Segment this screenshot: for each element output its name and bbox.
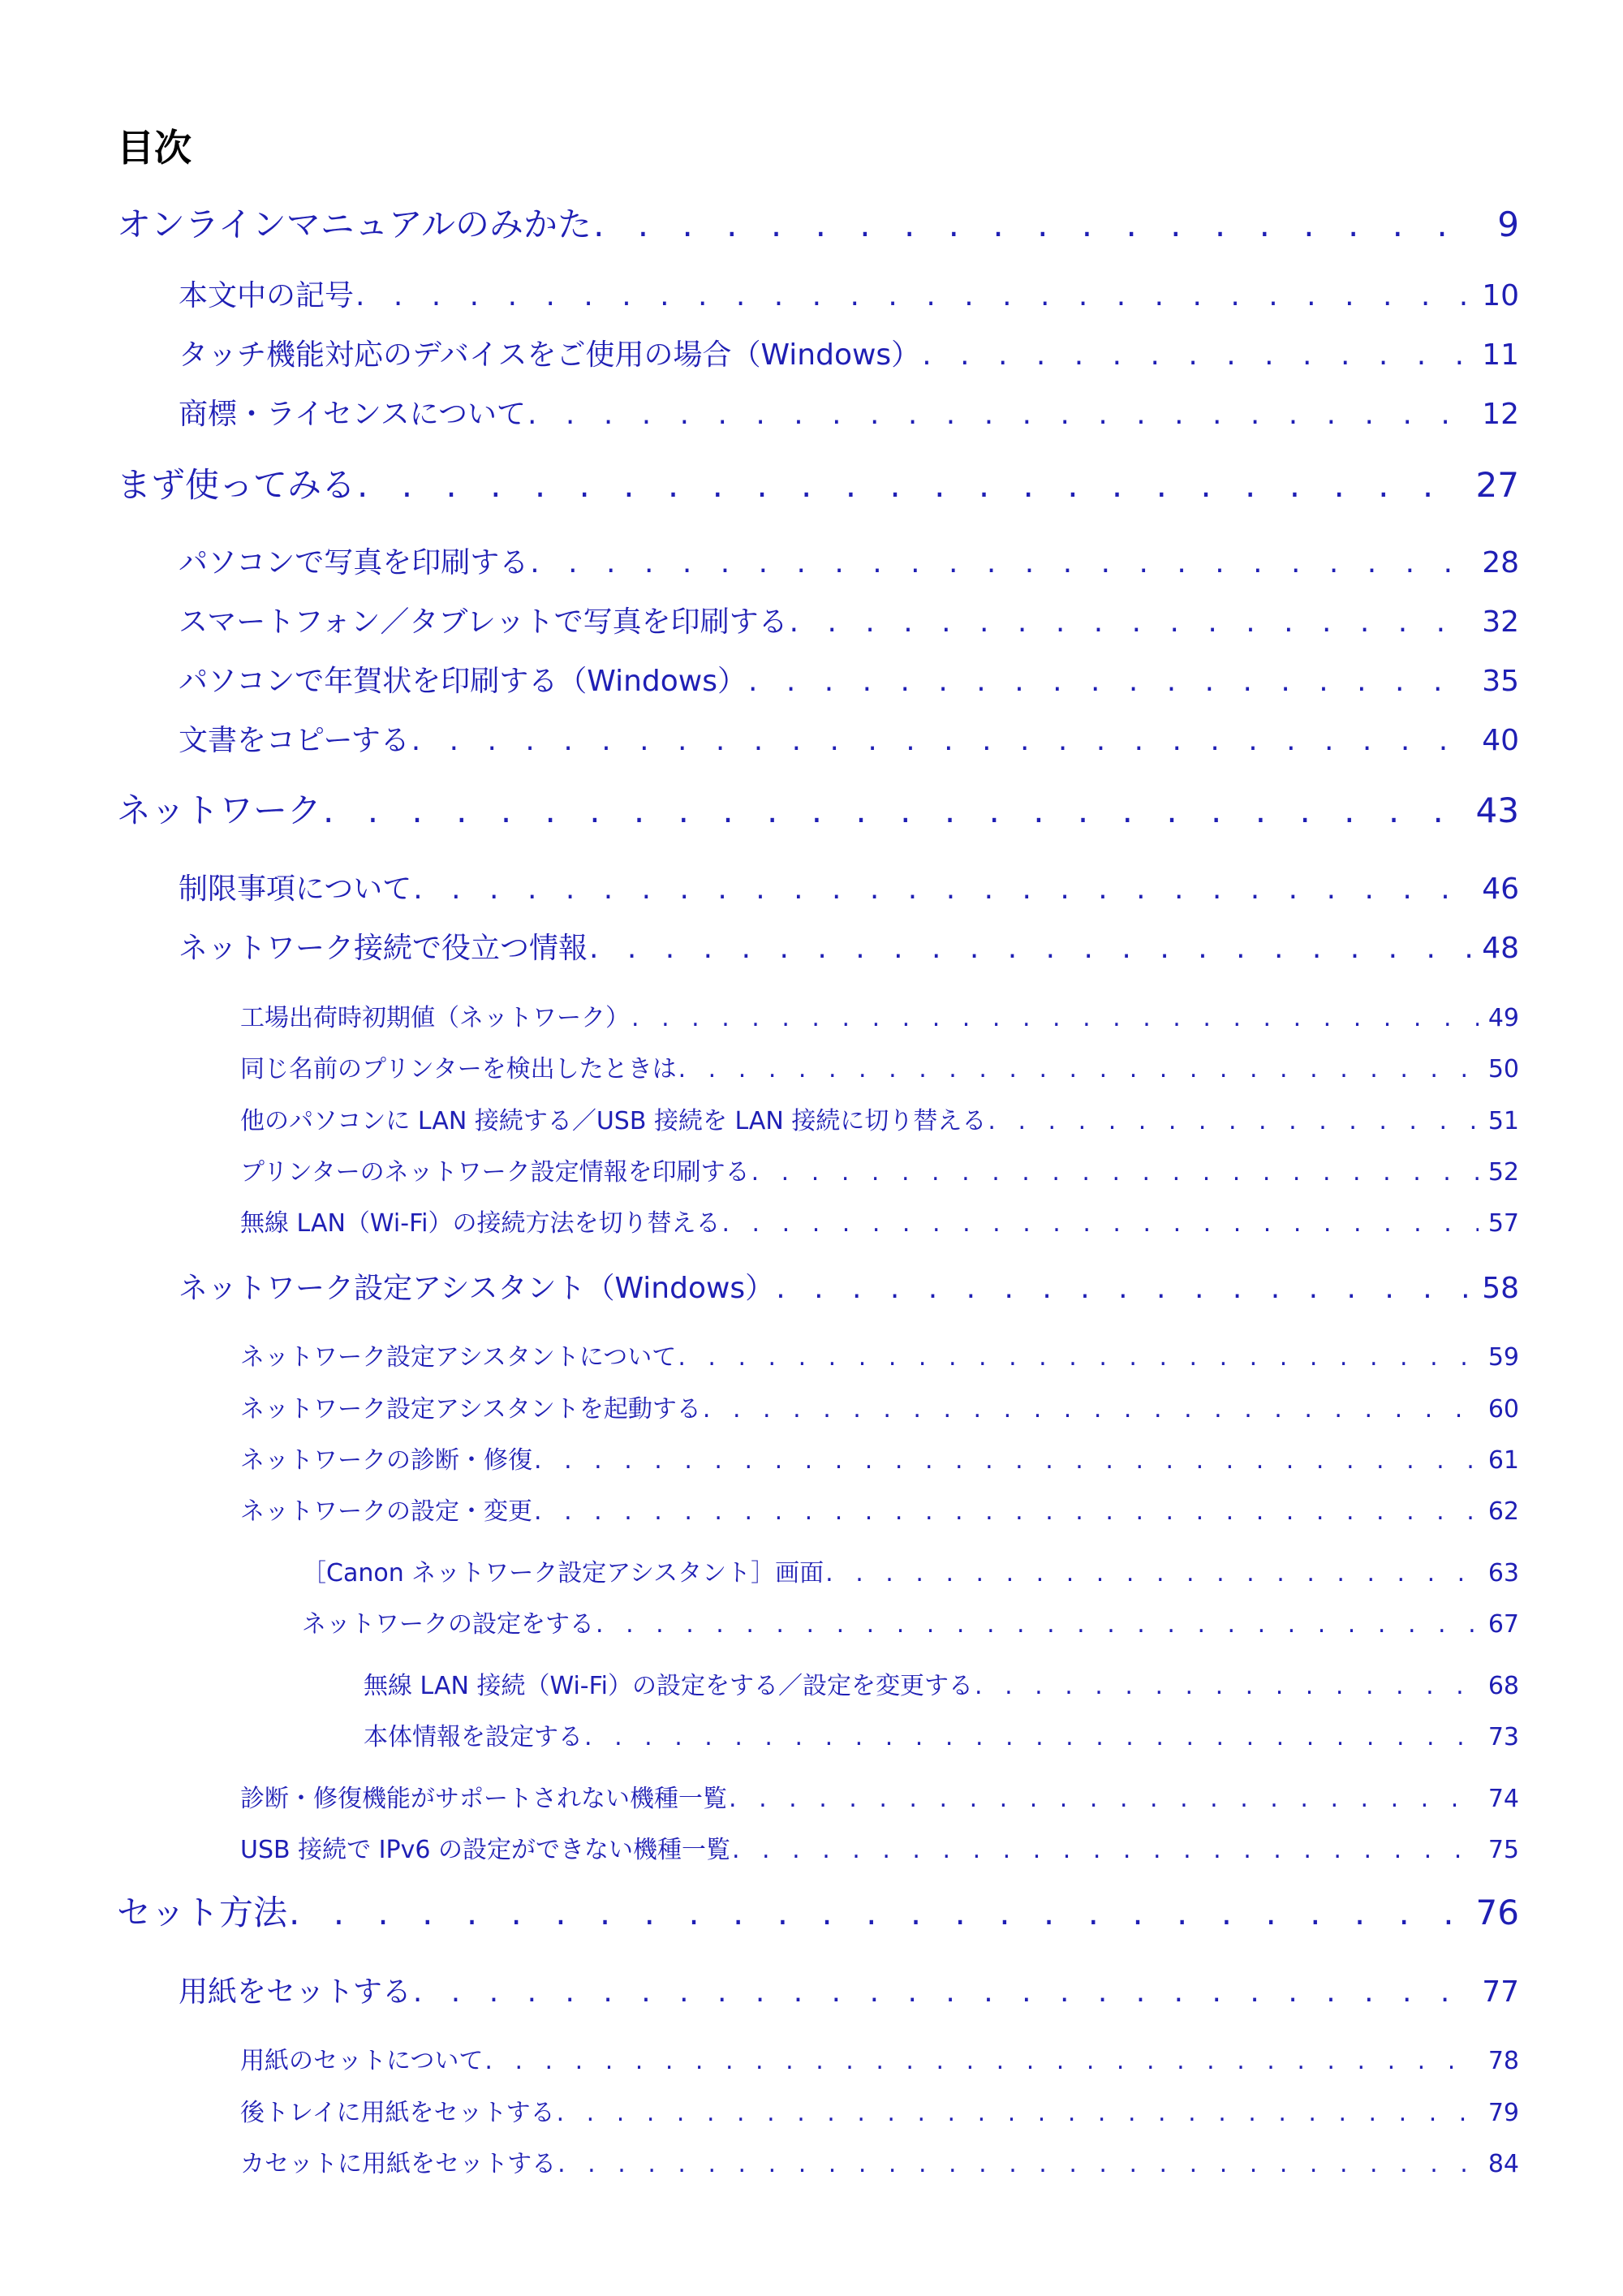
toc-entry-label: ［Canon ネットワーク設定アシスタント］画面 (302, 1559, 824, 1587)
toc-entry-page: 60 (1487, 1395, 1519, 1424)
toc-entry-page: 9 (1497, 205, 1519, 244)
toc-leader (413, 872, 1470, 906)
toc-entry[interactable] (179, 866, 1519, 911)
toc-entry[interactable] (240, 1337, 1519, 1374)
toc-entry[interactable] (179, 540, 1519, 585)
toc-entry-label: 工場出荷時初期値（ネットワーク） (240, 1004, 630, 1032)
toc-entry-label: 商標・ライセンスについて (179, 398, 527, 431)
toc-entry-page: 12 (1482, 398, 1519, 431)
toc-entry-page: 61 (1487, 1446, 1519, 1475)
toc-entry[interactable] (179, 599, 1519, 644)
toc-leader (748, 665, 1470, 698)
toc-leader (593, 205, 1462, 244)
toc-leader (988, 1107, 1479, 1135)
toc-entry-label: 同じ名前のプリンターを検出したときは (240, 1055, 677, 1083)
toc-heading: 目次 (117, 126, 192, 170)
toc-entry[interactable] (240, 1049, 1519, 1086)
toc-entry[interactable] (240, 1778, 1519, 1816)
toc-entry-page: 63 (1487, 1559, 1519, 1587)
toc-leader (678, 1055, 1479, 1083)
toc-entry[interactable] (240, 997, 1519, 1035)
toc-entry-page: 67 (1487, 1610, 1519, 1639)
toc-entry[interactable] (179, 658, 1519, 704)
toc-entry[interactable] (179, 1265, 1519, 1311)
toc-leader (557, 2099, 1479, 2127)
toc-entry[interactable] (240, 1101, 1519, 1138)
toc-entry[interactable] (117, 1886, 1519, 1943)
toc-entry-label: タッチ機能対応のデバイスをご使用の場合（Windows） (179, 338, 921, 372)
toc-leader (703, 1395, 1479, 1424)
toc-entry[interactable] (240, 1203, 1519, 1240)
toc-entry-page: 40 (1482, 724, 1519, 757)
toc-entry-page: 59 (1487, 1343, 1519, 1372)
toc-entry[interactable] (240, 2092, 1519, 2130)
toc-entry-label: 制限事項について (179, 872, 412, 906)
toc-entry-label: 文書をコピーする (179, 724, 410, 757)
toc-entry[interactable] (179, 925, 1519, 971)
toc-leader (631, 1004, 1479, 1032)
toc-entry[interactable] (179, 391, 1519, 437)
toc-entry-label: まず使ってみる (117, 465, 356, 505)
toc-entry-label: 無線 LAN 接続（Wi-Fi）の設定をする／設定を変更する (364, 1672, 974, 1700)
toc-entry-page: 11 (1482, 338, 1519, 372)
toc-entry[interactable] (117, 784, 1519, 841)
toc-entry-label: ネットワーク設定アシスタントを起動する (240, 1395, 701, 1424)
toc-leader (596, 1610, 1479, 1639)
toc-leader (732, 1836, 1479, 1864)
toc-entry-label: ネットワークの設定をする (302, 1610, 594, 1639)
toc-entry[interactable] (179, 1969, 1519, 2014)
toc-entry-label: 本体情報を設定する (364, 1723, 583, 1751)
toc-entry-page: 58 (1482, 1272, 1519, 1305)
toc-entry-label: 後トレイに用紙をセットする (240, 2099, 555, 2127)
toc-entry-page: 79 (1487, 2099, 1519, 2127)
toc-entry-label: セット方法 (117, 1893, 288, 1932)
toc-leader (975, 1672, 1479, 1700)
toc-leader (413, 1975, 1470, 2009)
toc-entry-page: 84 (1487, 2150, 1519, 2178)
toc-entry-page: 74 (1487, 1785, 1519, 1813)
toc-entry-page: 75 (1487, 1836, 1519, 1864)
toc-leader (323, 790, 1462, 830)
toc-leader (751, 1158, 1479, 1187)
toc-entry-page: 77 (1482, 1975, 1519, 2009)
toc-entry-page: 57 (1487, 1209, 1519, 1238)
toc-entry-label: ネットワークの診断・修復 (240, 1446, 532, 1475)
toc-entry-page: 73 (1487, 1723, 1519, 1751)
toc-entry-page: 78 (1487, 2047, 1519, 2075)
toc-entry-label: ネットワーク設定アシスタントについて (240, 1343, 677, 1372)
toc-leader (825, 1559, 1479, 1587)
toc-entry[interactable] (240, 1152, 1519, 1189)
toc-leader (584, 1723, 1479, 1751)
toc-entry[interactable] (117, 198, 1519, 255)
toc-leader (922, 338, 1470, 372)
toc-entry[interactable] (179, 273, 1519, 318)
toc-entry-page: 27 (1475, 465, 1519, 505)
toc-entry-page: 32 (1482, 605, 1519, 639)
toc-entry[interactable] (240, 1389, 1519, 1426)
toc-leader (527, 398, 1470, 431)
toc-entry-label: ネットワーク設定アシスタント（Windows） (179, 1272, 775, 1305)
toc-leader (678, 1343, 1479, 1372)
toc-entry-page: 35 (1482, 665, 1519, 698)
toc-leader (534, 1497, 1479, 1526)
toc-entry-label: ネットワーク接続で役立つ情報 (179, 932, 588, 965)
toc-entry[interactable] (179, 717, 1519, 763)
toc-entry-page: 51 (1487, 1107, 1519, 1135)
toc-leader (530, 546, 1470, 579)
toc-entry[interactable] (302, 1553, 1519, 1590)
toc-entry-page: 49 (1487, 1004, 1519, 1032)
toc-entry-label: オンラインマニュアルのみかた (117, 205, 592, 244)
toc-entry-label: 他のパソコンに LAN 接続する／USB 接続を LAN 接続に切り替える (240, 1107, 987, 1135)
toc-entry-label: スマートフォン／タブレットで写真を印刷する (179, 605, 788, 639)
toc-leader (534, 1446, 1479, 1475)
toc-entry[interactable] (240, 2040, 1519, 2078)
toc-leader (729, 1785, 1479, 1813)
toc-leader (355, 279, 1470, 312)
toc-leader (558, 2150, 1479, 2178)
toc-entry-label: 用紙のセットについて (240, 2047, 484, 2075)
toc-entry-label: 用紙をセットする (179, 1975, 411, 2009)
toc-leader (721, 1209, 1479, 1238)
toc-entry-page: 43 (1475, 790, 1519, 830)
toc-entry-page: 68 (1487, 1672, 1519, 1700)
toc-entry-page: 10 (1482, 279, 1519, 312)
toc-entry-label: パソコンで年賀状を印刷する（Windows） (179, 665, 747, 698)
toc-leader (289, 1893, 1462, 1932)
toc-entry[interactable] (302, 1604, 1519, 1641)
toc-entry-page: 76 (1475, 1893, 1519, 1932)
toc-entry-page: 28 (1482, 546, 1519, 579)
toc-entry[interactable] (364, 1665, 1519, 1703)
toc-leader (589, 932, 1470, 965)
toc-leader (357, 465, 1462, 505)
toc-entry-label: ネットワークの設定・変更 (240, 1497, 532, 1526)
toc-entry-label: カセットに用紙をセットする (240, 2150, 557, 2178)
toc-entry[interactable] (179, 332, 1519, 377)
toc-entry[interactable] (240, 1491, 1519, 1528)
toc-leader (411, 724, 1470, 757)
toc-entry-page: 62 (1487, 1497, 1519, 1526)
toc-leader (776, 1272, 1470, 1305)
toc-entry-label: 無線 LAN（Wi-Fi）の接続方法を切り替える (240, 1209, 721, 1238)
toc-entry-label: USB 接続で IPv6 の設定ができない機種一覧 (240, 1836, 730, 1864)
toc-leader (790, 605, 1470, 639)
toc-entry-label: ネットワーク (117, 790, 322, 830)
toc-entry-label: パソコンで写真を印刷する (179, 546, 529, 579)
toc-entry-page: 46 (1482, 872, 1519, 906)
toc-entry-label: 本文中の記号 (179, 279, 355, 312)
toc-leader (484, 2047, 1479, 2075)
toc-entry[interactable] (364, 1717, 1519, 1754)
toc-entry-page: 48 (1482, 932, 1519, 965)
toc-entry[interactable] (240, 1440, 1519, 1477)
toc-entry[interactable] (240, 1829, 1519, 1867)
toc-entry[interactable] (117, 459, 1519, 515)
toc-entry[interactable] (240, 2143, 1519, 2181)
toc-entry-page: 50 (1487, 1055, 1519, 1083)
toc-entry-page: 52 (1487, 1158, 1519, 1187)
toc-entry-label: プリンターのネットワーク設定情報を印刷する (240, 1158, 750, 1187)
toc-entry-label: 診断・修復機能がサポートされない機種一覧 (240, 1785, 727, 1813)
